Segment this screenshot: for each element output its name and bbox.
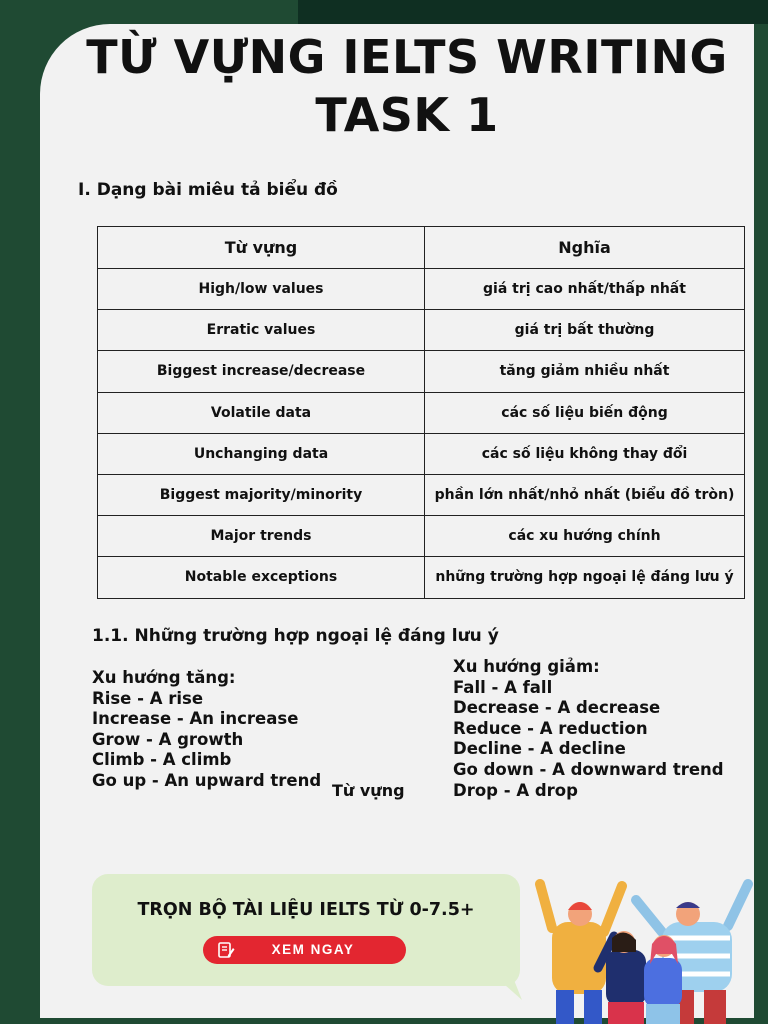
meaning-cell: các số liệu biến động	[425, 392, 745, 433]
term-cell: High/low values	[98, 269, 425, 310]
list-item: Rise - A rise	[92, 688, 204, 708]
speech-bubble-tail	[488, 970, 522, 1000]
promo-banner	[92, 874, 520, 986]
term-cell: Unchanging data	[98, 433, 425, 474]
column-header-meaning: Nghĩa	[425, 227, 745, 269]
term-cell: Major trends	[98, 516, 425, 557]
view-now-button[interactable]	[203, 936, 406, 964]
term-cell: Biggest increase/decrease	[98, 351, 425, 392]
meaning-cell: những trường hợp ngoại lệ đáng lưu ý	[425, 557, 745, 598]
edit-document-icon	[217, 941, 235, 959]
meaning-cell: các số liệu không thay đổi	[425, 433, 745, 474]
promo-title: TRỌN BỘ TÀI LIỆU IELTS TỪ 0-7.5+	[137, 900, 475, 920]
table-row	[98, 557, 745, 598]
list-item: Grow - A growth	[92, 729, 244, 749]
list-item: Reduce - A reduction	[453, 718, 648, 738]
table-header-row	[98, 227, 745, 269]
section-heading: I. Dạng bài miêu tả biểu đồ	[78, 180, 338, 200]
table-row	[98, 474, 745, 515]
view-now-label: XEM NGAY	[271, 942, 355, 957]
title-line-1: TỪ VỰNG IELTS WRITING	[86, 30, 728, 84]
decrease-heading: Xu hướng giảm:	[453, 657, 600, 676]
background-dark-band	[298, 0, 768, 24]
table-row	[98, 516, 745, 557]
decrease-list	[453, 657, 724, 801]
list-item: Fall - A fall	[453, 677, 553, 697]
meaning-cell: phần lớn nhất/nhỏ nhất (biểu đồ tròn)	[425, 474, 745, 515]
increase-list	[92, 668, 321, 792]
list-item: Go down - A downward trend	[453, 759, 724, 779]
vocabulary-table	[97, 226, 745, 599]
cheering-people-illustration	[522, 866, 768, 1024]
meaning-cell: giá trị bất thường	[425, 310, 745, 351]
title-line-2: TASK 1	[315, 88, 499, 142]
term-cell: Notable exceptions	[98, 557, 425, 598]
list-item: Climb - A climb	[92, 750, 232, 770]
subsection-heading: 1.1. Những trường hợp ngoại lệ đáng lưu ý	[92, 626, 499, 646]
list-item: Go up - An upward trend	[92, 770, 322, 790]
term-cell: Volatile data	[98, 392, 425, 433]
vocab-label: Từ vựng	[332, 781, 405, 800]
term-cell: Biggest majority/minority	[98, 474, 425, 515]
column-header-vocab: Từ vựng	[98, 227, 425, 269]
page-title	[40, 28, 768, 144]
list-item: Drop - A drop	[453, 780, 578, 800]
table-row	[98, 392, 745, 433]
meaning-cell: tăng giảm nhiều nhất	[425, 351, 745, 392]
table-row	[98, 310, 745, 351]
list-item: Decline - A decline	[453, 739, 626, 759]
list-item: Decrease - A decrease	[453, 698, 661, 718]
meaning-cell: các xu hướng chính	[425, 516, 745, 557]
list-item: Increase - An increase	[92, 709, 299, 729]
table-row	[98, 433, 745, 474]
table-row	[98, 269, 745, 310]
increase-heading: Xu hướng tăng:	[92, 668, 236, 687]
table-row	[98, 351, 745, 392]
term-cell: Erratic values	[98, 310, 425, 351]
meaning-cell: giá trị cao nhất/thấp nhất	[425, 269, 745, 310]
